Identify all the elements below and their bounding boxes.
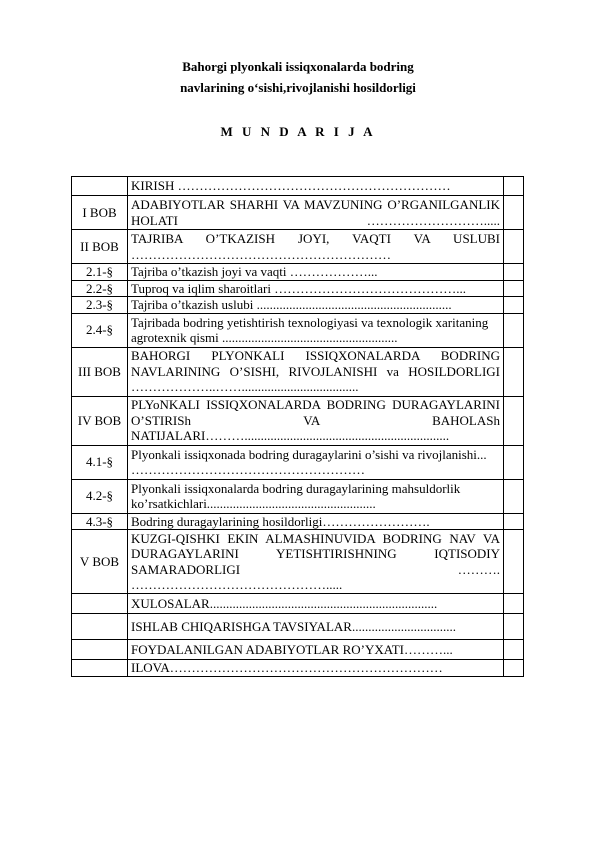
toc-section-number [72, 614, 128, 640]
toc-entry-title: KUZGI-QISHKI EKIN ALMASHINUVIDA BODRING NAV VA DURAGAYLARINI YETISHTIRISHNING IQTISODIY SAMARADORLIGI ………. ………………………………………..... [128, 530, 504, 594]
toc-section-number: 4.3-§ [72, 513, 128, 530]
toc-row [72, 313, 524, 347]
document-title-line-2: navlarining o‘sishi,rivojlanishi hosildorligi [180, 80, 416, 95]
toc-entry-title: Plyonkali issiqxonalarda bodring duragaylarining mahsuldorlik ko’rsatkichlari.................................................... [128, 479, 504, 513]
toc-entry-title: ADABIYOTLAR SHARHI VA MAVZUNING O’RGANILGANLIK HOLATI ………………………..... [128, 196, 504, 230]
toc-row [72, 297, 524, 314]
toc-body [72, 177, 524, 677]
toc-entry-title: XULOSALAR...................................................................... [128, 594, 504, 614]
table-of-contents [71, 176, 524, 677]
toc-row [72, 594, 524, 614]
toc-section-number: 2.1-§ [72, 264, 128, 281]
toc-section-number: 2.3-§ [72, 297, 128, 314]
toc-page-number [504, 297, 524, 314]
toc-page-number [504, 513, 524, 530]
toc-row [72, 640, 524, 660]
toc-section-number: 2.2-§ [72, 280, 128, 297]
toc-page-number [504, 530, 524, 594]
contents-heading: M U N D A R I J A [220, 124, 376, 139]
toc-entry-title: BAHORGI PLYONKALI ISSIQXONALARDA BODRING NAVLARINING O’SISHI, RIVOJLANISHI va HOSILDORLIGI ………………..…….................................... [128, 347, 504, 396]
toc-row [72, 614, 524, 640]
toc-entry-title: Bodring duragaylarining hosildorligi……………………. [128, 513, 504, 530]
toc-page-number [504, 230, 524, 264]
toc-page-number [504, 280, 524, 297]
toc-row [72, 530, 524, 594]
toc-page-number [504, 640, 524, 660]
toc-entry-title: Plyonkali issiqxonada bodring duragaylarini o’sishi va rivojlanishi... ……………………………………………… [128, 445, 504, 479]
toc-entry-title: TAJRIBA O’TKAZISH JOYI, VAQTI VA USLUBI …………………………………………………… [128, 230, 504, 264]
toc-section-number: II BOB [72, 230, 128, 264]
toc-entry-title: FOYDALANILGAN ADABIYOTLAR RO’YXATI………... [128, 640, 504, 660]
toc-page-number [504, 594, 524, 614]
toc-section-number [72, 594, 128, 614]
toc-row [72, 513, 524, 530]
toc-page-number [504, 445, 524, 479]
toc-entry-title: Tajriba o’tkazish joyi va vaqti ………………... [128, 264, 504, 281]
toc-entry-title: Tajriba o’tkazish uslubi ............................................................ [128, 297, 504, 314]
toc-row [72, 280, 524, 297]
toc-row [72, 479, 524, 513]
toc-section-number [72, 660, 128, 677]
toc-entry-title: KIRISH ……………………………………………………… [128, 177, 504, 196]
toc-row [72, 445, 524, 479]
toc-entry-title: PLYoNKALI ISSIQXONALARDA BODRING DURAGAYLARINI O’STIRISh VA BAHOLASh NATIJALARI………............................................................... [128, 396, 504, 445]
toc-page-number [504, 660, 524, 677]
toc-page-number [504, 614, 524, 640]
toc-entry-title: ISHLAB CHIQARISHGA TAVSIYALAR................................ [128, 614, 504, 640]
toc-section-number: 4.2-§ [72, 479, 128, 513]
toc-row [72, 396, 524, 445]
toc-page-number [504, 347, 524, 396]
toc-page-number [504, 177, 524, 196]
toc-row [72, 660, 524, 677]
toc-section-number: IV BOB [72, 396, 128, 445]
toc-row [72, 177, 524, 196]
toc-entry-title: Tuproq va iqlim sharoitlari ……………………………………... [128, 280, 504, 297]
toc-section-number [72, 640, 128, 660]
toc-row [72, 230, 524, 264]
toc-row [72, 264, 524, 281]
toc-section-number: 2.4-§ [72, 313, 128, 347]
toc-section-number: V BOB [72, 530, 128, 594]
toc-page-number [504, 196, 524, 230]
toc-section-number: III BOB [72, 347, 128, 396]
toc-section-number: 4.1-§ [72, 445, 128, 479]
document-title-line-1: Bahorgi plyonkali issiqxonalarda bodring [182, 59, 414, 74]
toc-entry-title: Tajribada bodring yetishtirish texnologiyasi va texnologik xaritaning agrotexnik qismi ...................................................... [128, 313, 504, 347]
toc-row [72, 347, 524, 396]
toc-entry-title: ILOVA……………………………………………………… [128, 660, 504, 677]
toc-page-number [504, 264, 524, 281]
toc-section-number [72, 177, 128, 196]
toc-row [72, 196, 524, 230]
toc-page-number [504, 479, 524, 513]
toc-page-number [504, 313, 524, 347]
toc-section-number: I BOB [72, 196, 128, 230]
toc-page-number [504, 396, 524, 445]
